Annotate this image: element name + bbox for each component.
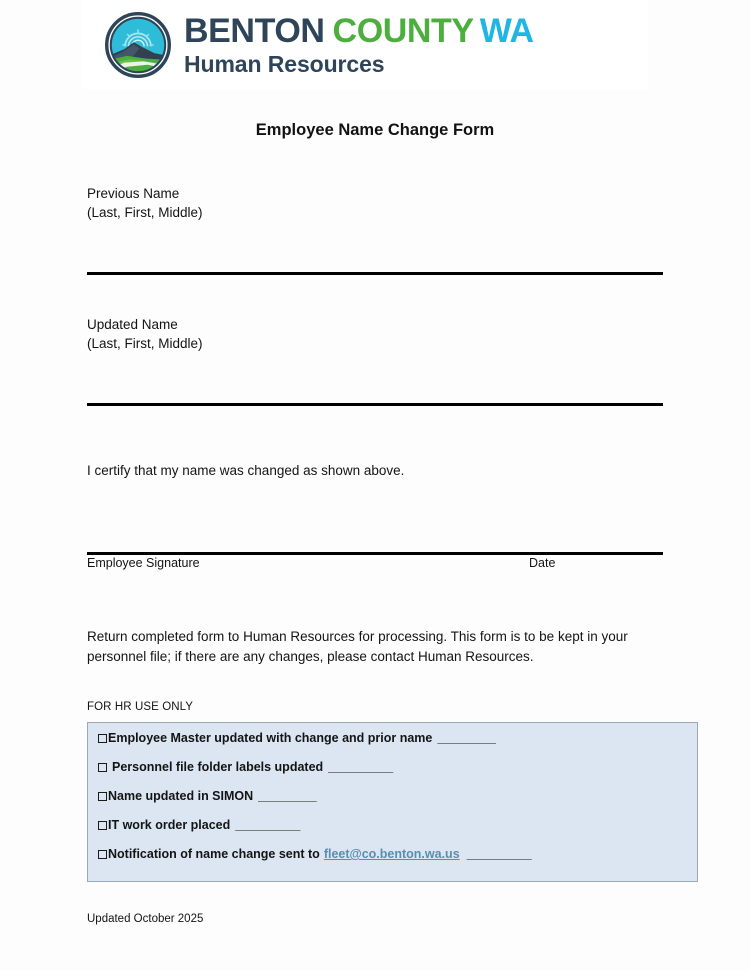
brand-line-primary <box>184 11 534 50</box>
hr-item-blank[interactable]: __________ <box>466 847 532 861</box>
checkbox-icon[interactable] <box>98 763 107 772</box>
hr-item-blank[interactable]: __________ <box>328 760 393 774</box>
brand-word-benton: BENTON <box>184 11 325 50</box>
checkbox-icon[interactable] <box>98 850 107 859</box>
brand-wordmark <box>184 11 534 77</box>
brand-word-county: COUNTY <box>332 11 474 50</box>
list-item[interactable] <box>98 760 697 775</box>
list-item[interactable] <box>98 789 697 804</box>
header-banner <box>82 0 648 89</box>
hr-item-label: IT work order placed <box>108 818 231 832</box>
signature-row <box>87 556 663 574</box>
page-title: Employee Name Change Form <box>255 121 495 139</box>
checkbox-icon[interactable] <box>98 734 107 743</box>
previous-name-label-sub: (Last, First, Middle) <box>87 204 203 220</box>
previous-name-label-main: Previous Name <box>87 186 180 201</box>
updated-name-label <box>87 316 203 353</box>
benton-county-seal-icon <box>104 11 172 79</box>
return-instructions: Return completed form to Human Resources for processing. This form is to be kept in your personnel file; if there are any changes, please contact Human Resources. <box>87 629 628 664</box>
updated-name-label-main: Updated Name <box>87 317 178 332</box>
hr-item-label: Name updated in SIMON <box>108 789 254 803</box>
date-label: Date <box>529 556 556 570</box>
previous-name-label <box>87 185 203 222</box>
certification-statement: I certify that my name was changed as shown above. <box>87 463 405 478</box>
hr-checklist <box>88 723 697 876</box>
fleet-email-link[interactable]: fleet@co.benton.wa.us <box>323 847 460 861</box>
brand-line-department: Human Resources <box>184 50 385 77</box>
footer-updated-date: Updated October 2025 <box>87 913 204 925</box>
employee-signature-label: Employee Signature <box>87 556 200 570</box>
signature-input-line[interactable] <box>87 552 663 555</box>
checkbox-icon[interactable] <box>98 792 107 801</box>
hr-item-label: Notification of name change sent to <box>108 847 320 861</box>
updated-name-label-sub: (Last, First, Middle) <box>87 335 203 351</box>
list-item[interactable] <box>98 818 697 833</box>
hr-item-label: Personnel file folder labels updated <box>112 760 324 774</box>
previous-name-input-line[interactable] <box>87 272 663 275</box>
hr-section-heading: FOR HR USE ONLY <box>87 701 194 713</box>
hr-item-blank[interactable]: _________ <box>437 731 496 745</box>
updated-name-input-line[interactable] <box>87 403 663 406</box>
list-item[interactable] <box>98 731 697 746</box>
hr-checklist-box <box>87 722 698 882</box>
brand-word-wa: WA <box>479 11 534 50</box>
hr-item-blank[interactable]: _________ <box>258 789 317 803</box>
hr-item-label: Employee Master updated with change and prior name <box>108 731 433 745</box>
checkbox-icon[interactable] <box>98 821 107 830</box>
hr-item-blank[interactable]: __________ <box>235 818 300 832</box>
list-item[interactable] <box>98 847 697 862</box>
